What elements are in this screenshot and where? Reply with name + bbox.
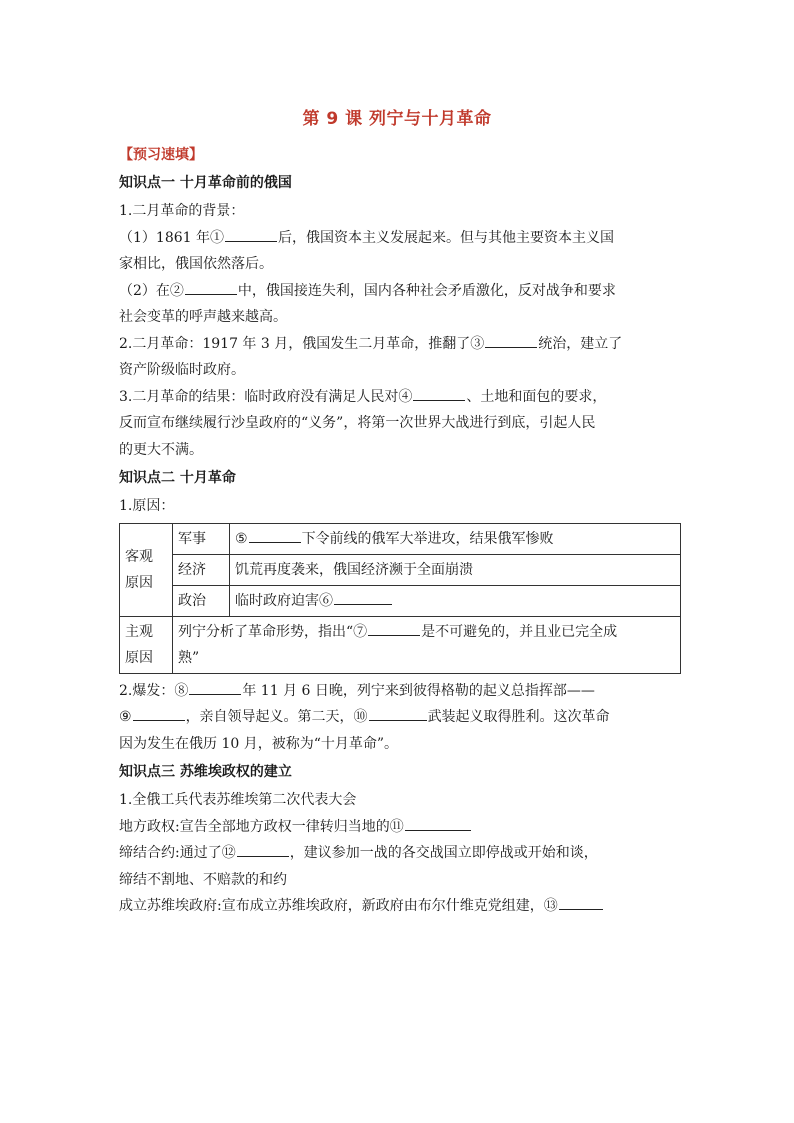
kp1-item2-line1 xyxy=(119,331,679,358)
table-row xyxy=(120,616,681,673)
kp1-item1-p1-line1 xyxy=(119,225,679,252)
blank-10[interactable] xyxy=(369,705,427,721)
blank-12[interactable] xyxy=(237,841,289,857)
kp2-reasons-title: 1.原因： xyxy=(119,498,175,514)
text-segment: （2）在② xyxy=(119,282,184,299)
table-row xyxy=(120,554,681,585)
preview-tag: 【预习速填】 xyxy=(119,147,203,163)
subjective-content-cell xyxy=(173,616,681,673)
kp2-outbreak-line3: 因为发生在俄历 10 月，被称为“十月革命”。 xyxy=(119,735,399,752)
text-segment: ⑨ xyxy=(119,709,132,725)
text-segment: 下令前线的俄军大举进攻，结果俄军惨败 xyxy=(301,530,554,547)
text-segment: （1）1861 年① xyxy=(119,229,224,246)
kp2-heading: 知识点二 十月革命 xyxy=(119,470,236,486)
kp3-local-power xyxy=(119,814,679,841)
blank-5[interactable] xyxy=(249,527,301,543)
text-segment: 缔结合约:通过了⑫ xyxy=(119,845,236,861)
text-segment: 地方政权:宣告全部地方政权一律转归当地的⑪ xyxy=(119,818,404,835)
text-segment: 列宁分析了革命形势，指出“⑦ xyxy=(178,623,368,640)
kp3-item1: 1.全俄工兵代表苏维埃第二次代表大会 xyxy=(119,792,357,808)
cell-label: 原因 xyxy=(125,649,153,666)
economy-label-cell: 经济 xyxy=(173,554,230,585)
kp3-government xyxy=(119,893,679,920)
text-segment: 武装起义取得胜利。这次革命 xyxy=(427,709,610,725)
economy-content-cell: 饥荒再度袭来，俄国经济濒于全面崩溃 xyxy=(230,554,681,585)
text-segment: ，建议参加一战的各交战国立即停战或开始和谈， xyxy=(289,845,598,861)
kp1-item3-line3: 的更大不满。 xyxy=(119,441,203,458)
table-row xyxy=(120,523,681,554)
table-row xyxy=(120,585,681,616)
kp1-item3-line2: 反而宣布继续履行沙皇政府的“义务”，将第一次世界大战进行到底，引起人民 xyxy=(119,415,596,431)
kp3-treaty-line2: 缔结不割地、不赔款的和约 xyxy=(119,871,287,888)
kp1-item1-p2-line2: 社会变革的呼声越来越高。 xyxy=(119,309,287,325)
text-segment: 中，俄国接连失利，国内各种社会矛盾激化，反对战争和要求 xyxy=(237,282,616,299)
text-segment: 统治，建立了 xyxy=(538,335,623,352)
kp3-treaty-line1 xyxy=(119,840,679,867)
kp1-item2-line2: 资产阶级临时政府。 xyxy=(119,362,245,378)
text-segment: 2.二月革命：1917 年 3 月，俄国发生二月革命，推翻了③ xyxy=(119,335,485,352)
text-segment: ，亲自领导起义。第二天，⑩ xyxy=(185,709,368,725)
text-segment: 、土地和面包的要求， xyxy=(466,388,607,405)
kp1-heading: 知识点一 十月革命前的俄国 xyxy=(119,175,292,191)
kp1-item1-p2-line1 xyxy=(119,278,679,305)
cell-label: 原因 xyxy=(125,574,153,591)
blank-2[interactable] xyxy=(185,279,237,295)
text-segment: 熟” xyxy=(178,649,200,666)
military-content-cell xyxy=(230,523,681,554)
text-segment: ⑤ xyxy=(235,530,248,547)
cell-label: 客观 xyxy=(125,548,153,565)
blank-4[interactable] xyxy=(413,385,465,401)
reasons-table xyxy=(119,523,681,674)
blank-13[interactable] xyxy=(559,894,603,910)
kp1-item3-line1 xyxy=(119,384,679,411)
blank-1[interactable] xyxy=(225,226,277,242)
cell-label: 主观 xyxy=(125,623,153,640)
kp2-outbreak-line2 xyxy=(119,704,679,731)
politics-content-cell xyxy=(230,585,681,616)
military-label-cell: 军事 xyxy=(173,523,230,554)
objective-reason-cell xyxy=(120,523,173,616)
kp2-outbreak-line1 xyxy=(119,678,679,705)
text-segment: 成立苏维埃政府:宣布成立苏维埃政府，新政府由布尔什维克党组建，⑬ xyxy=(119,898,558,914)
blank-6[interactable] xyxy=(334,589,392,605)
text-segment: 是不可避免的，并且业已完全成 xyxy=(421,623,618,640)
blank-8[interactable] xyxy=(189,679,241,695)
blank-11[interactable] xyxy=(405,815,471,831)
worksheet-content xyxy=(119,142,679,920)
lesson-title: 第 9 课 列宁与十月革命 xyxy=(302,109,492,129)
text-segment: 年 11 月 6 日晚，列宁来到彼得格勒的起义总指挥部—— xyxy=(242,682,595,699)
kp1-item1-title: 1.二月革命的背景： xyxy=(119,203,245,219)
kp1-item1-p1-line2: 家相比，俄国依然落后。 xyxy=(119,256,273,272)
politics-label-cell: 政治 xyxy=(173,585,230,616)
blank-3[interactable] xyxy=(485,332,537,348)
kp3-heading: 知识点三 苏维埃政权的建立 xyxy=(119,764,292,780)
blank-9[interactable] xyxy=(133,705,185,721)
text-segment: 后，俄国资本主义发展起来。但与其他主要资本主义国 xyxy=(278,229,614,246)
text-segment: 3.二月革命的结果：临时政府没有满足人民对④ xyxy=(119,388,413,405)
subjective-reason-cell xyxy=(120,616,173,673)
text-segment: 2.爆发：⑧ xyxy=(119,682,189,699)
blank-7[interactable] xyxy=(368,620,420,636)
text-segment: 临时政府迫害⑥ xyxy=(235,592,333,609)
